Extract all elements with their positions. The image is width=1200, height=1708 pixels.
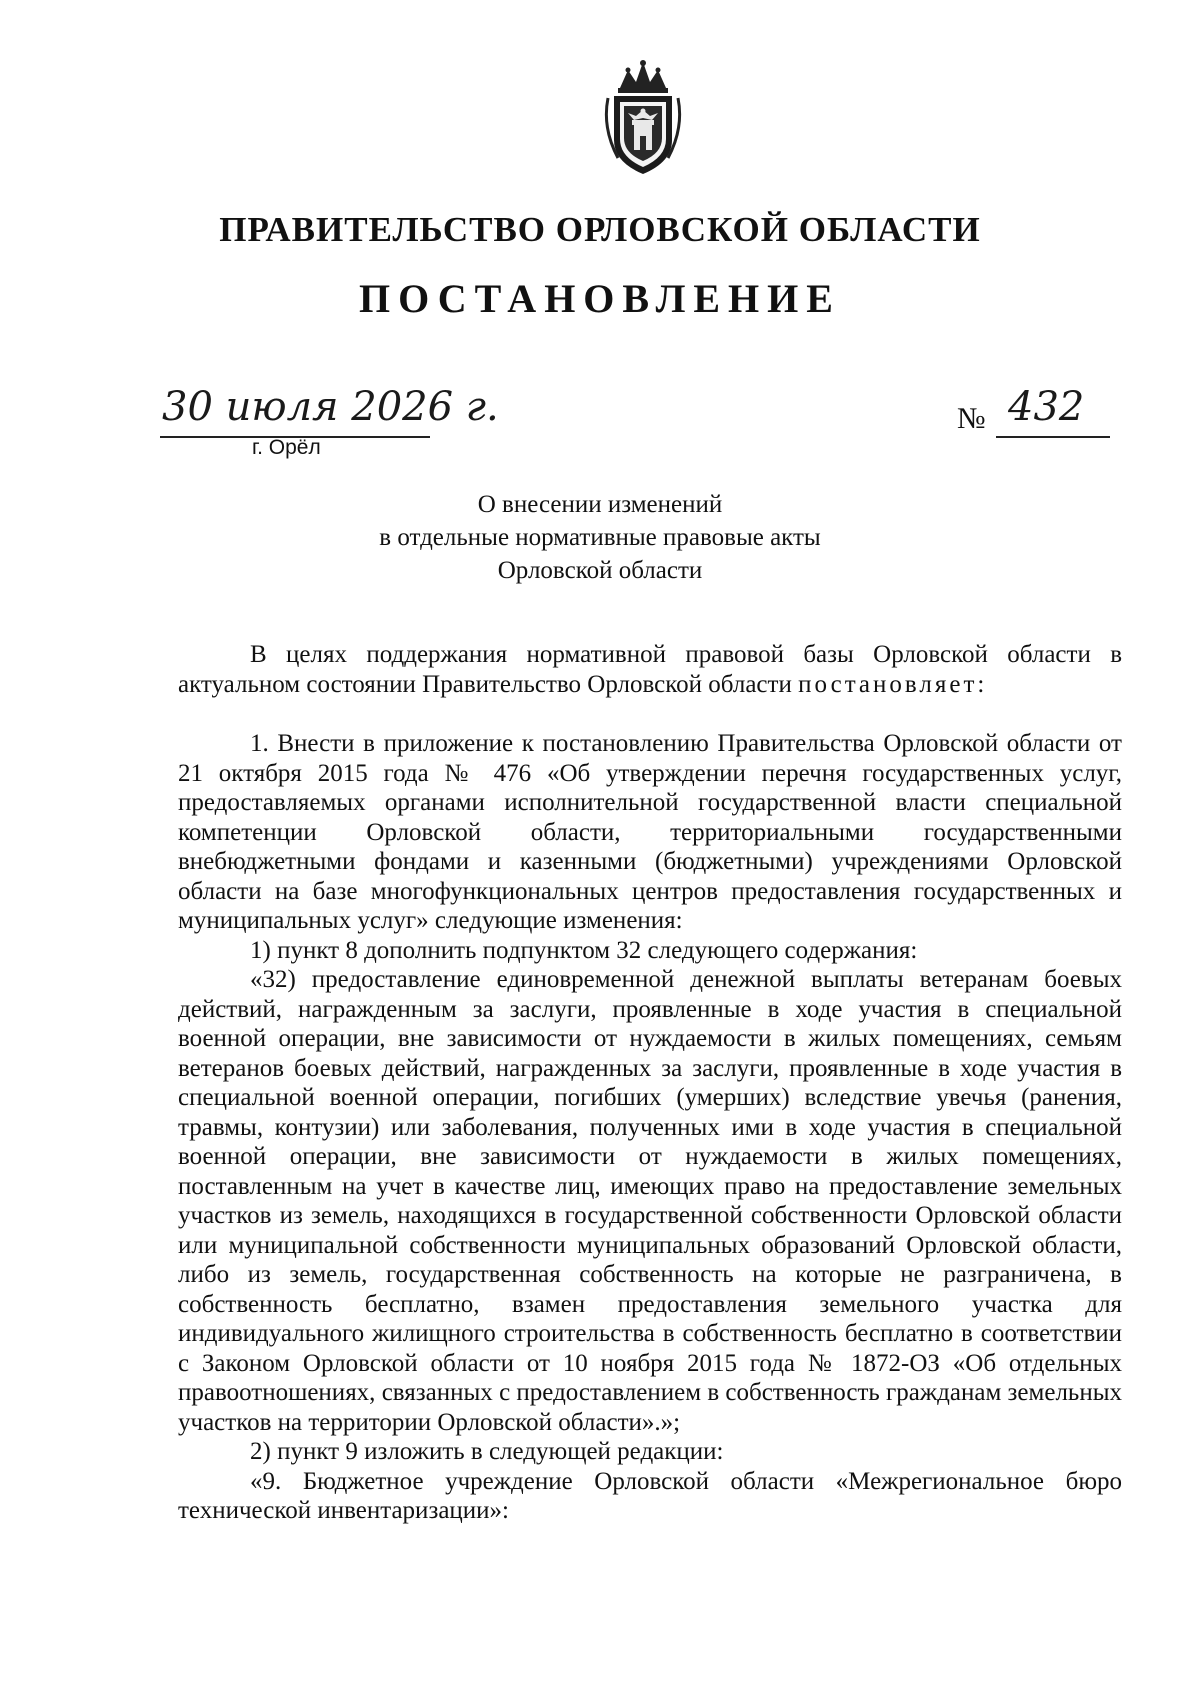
- handwritten-date: 30 июля 2026 г.: [162, 384, 499, 430]
- number-underline: [996, 436, 1110, 438]
- subject-line: О внесении изменений: [477, 491, 723, 518]
- body-paragraph: 1. Внести в приложение к постановлению Правительства Орловской области от 21 октября 2015 года № 476 «Об утверждении перечня государственных услуг, предоставляемых органами исполнительной государственной власти специальной компетенции Орловской области, территориальными государственными внебюджетными фондами и казенными (бюджетными) учреждениями Орловской области на базе многофункциональных центров предоставления государственных и муниципальных услуг» следующие изменения:: [178, 730, 1122, 934]
- document-subject: [0, 488, 1200, 587]
- coat-of-arms-icon: [598, 58, 688, 178]
- body-paragraph: «9. Бюджетное учреждение Орловской области «Межрегиональное бюро технической инвентаризации»:: [178, 1467, 1122, 1524]
- organization-title: ПРАВИТЕЛЬСТВО ОРЛОВСКОЙ ОБЛАСТИ: [219, 210, 981, 249]
- handwritten-number: 432: [1008, 384, 1085, 430]
- subject-line: Орловской области: [497, 557, 703, 584]
- preamble-decision-word: постановляет: [798, 670, 978, 698]
- city-label: г. Орёл: [252, 436, 321, 459]
- number-label: №: [957, 402, 986, 435]
- body-paragraph: «32) предоставление единовременной денежной выплаты ветеранам боевых действий, награжденным за заслуги, проявленные в ходе участия в специальной военной операции, вне зависимости от нуждаемости в жилых помещениях, семьям ветеранов боевых действий, награжденных за заслуги, проявленные в ходе участия в специальной военной операции, погибших (умерших) вследствие увечья (ранения, травмы, контузии) или заболевания, полученных ими в ходе участия в специальной военной операции, вне зависимости от нуждаемости в жилых помещениях, поставленным на учет в качестве лиц, имеющих право на предоставление земельных участков из земель, находящихся в государственной собственности Орловской области или муниципальной собственности муниципальных образований Орловской области, либо из земель, государственная собственность на которые не разграничена, в собственность бесплатно, взамен предоставления земельного участка для индивидуального жилищного строительства в собственность бесплатно в соответствии с Законом Орловской области от 10 ноября 2015 года № 1872-ОЗ «Об отдельных правоотношениях, связанных с предоставлением в собственность гражданам земельных участков на территории Орловской области».»;: [178, 966, 1122, 1436]
- body-paragraph: 1) пункт 8 дополнить подпунктом 32 следующего содержания:: [250, 936, 918, 964]
- preamble-paragraph: [178, 640, 1122, 699]
- preamble-text: В целях поддержания нормативной правовой базы Орловской области в актуальном состоянии Правительство Орловской области: [178, 641, 1122, 698]
- preamble-colon: :: [977, 670, 985, 698]
- document-body: [178, 640, 1122, 1526]
- document-type-title: ПОСТАНОВЛЕНИЕ: [359, 276, 841, 321]
- subject-line: в отдельные нормативные правовые акты: [379, 524, 821, 551]
- body-paragraph: 2) пункт 9 изложить в следующей редакции:: [250, 1438, 724, 1465]
